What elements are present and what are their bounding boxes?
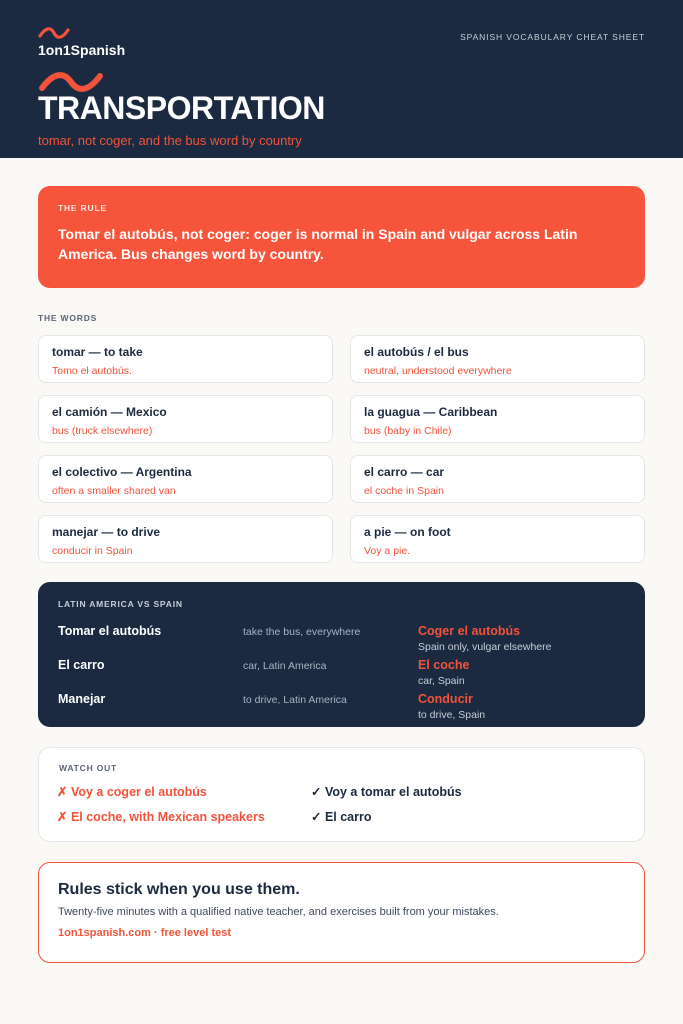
word-term: el camión — Mexico (52, 405, 167, 419)
word-note: bus (truck elsewhere) (52, 425, 153, 437)
word-card (350, 395, 645, 443)
latam-note: car, Latin America (243, 660, 327, 672)
spain-note: Spain only, vulgar elsewhere (418, 641, 552, 653)
watch-out-panel (38, 747, 645, 842)
latam-term: Manejar (58, 692, 106, 706)
comparison-row (58, 692, 625, 724)
word-card (38, 455, 333, 503)
rule-label: THE RULE (58, 203, 107, 213)
word-card (38, 395, 333, 443)
words-label: THE WORDS (38, 313, 98, 323)
word-note: Tomo el autobús. (52, 365, 132, 377)
word-term: la guagua — Caribbean (364, 405, 498, 419)
cta-link[interactable]: 1on1spanish.com · free level test (58, 927, 232, 939)
spain-note: car, Spain (418, 675, 465, 687)
wrong-example: ✗ Voy a coger el autobús (57, 785, 207, 799)
latam-note: to drive, Latin America (243, 694, 347, 706)
correct-example: ✓ Voy a tomar el autobús (311, 785, 462, 799)
word-note: often a smaller shared van (52, 485, 176, 497)
word-card (350, 515, 645, 563)
sheet-kicker: SPANISH VOCABULARY CHEAT SHEET (460, 32, 645, 42)
word-card (38, 515, 333, 563)
header (0, 0, 683, 158)
page-title: TRANSPORTATION (38, 90, 325, 126)
rule-card (38, 186, 645, 288)
watch-out-label: WATCH OUT (59, 763, 118, 773)
word-term: a pie — on foot (364, 525, 451, 539)
word-note: el coche in Spain (364, 485, 444, 497)
spain-term: Conducir (418, 692, 473, 706)
comparison-label: LATIN AMERICA VS SPAIN (58, 599, 183, 609)
word-card (350, 335, 645, 383)
word-term: el carro — car (364, 465, 445, 479)
page-subtitle: tomar, not coger, and the bus word by country (38, 133, 302, 148)
word-term: manejar — to drive (52, 525, 161, 539)
rule-text: Tomar el autobús, not coger: coger is normal in Spain and vulgar across Latin America. Bus changes word by country. (58, 226, 578, 262)
wave-logo-icon (38, 26, 70, 40)
wrong-example: ✗ El coche, with Mexican speakers (57, 810, 265, 824)
cta-title: Rules stick when you use them. (58, 881, 300, 898)
word-note: bus (baby in Chile) (364, 425, 452, 437)
spain-note: to drive, Spain (418, 709, 486, 721)
comparison-row (58, 658, 625, 690)
cta-text: Twenty-five minutes with a qualified native teacher, and exercises built from your mistakes. (58, 906, 499, 918)
latam-term: Tomar el autobús (58, 624, 162, 638)
word-note: conducir in Spain (52, 545, 133, 557)
latam-note: take the bus, everywhere (243, 626, 361, 638)
comparison-panel (38, 582, 645, 727)
comparison-row (58, 624, 625, 656)
word-term: el colectivo — Argentina (52, 465, 192, 479)
word-term: el autobús / el bus (364, 345, 469, 359)
spain-term: Coger el autobús (418, 624, 521, 638)
spain-term: El coche (418, 658, 470, 672)
word-term: tomar — to take (52, 345, 143, 359)
latam-term: El carro (58, 658, 105, 672)
cta-card (38, 862, 645, 963)
word-note: neutral, understood everywhere (364, 365, 512, 377)
brand-logo[interactable]: 1on1Spanish (38, 42, 126, 58)
word-note: Voy a pie. (364, 545, 411, 557)
word-card (350, 455, 645, 503)
correct-example: ✓ El carro (311, 810, 372, 824)
word-card (38, 335, 333, 383)
